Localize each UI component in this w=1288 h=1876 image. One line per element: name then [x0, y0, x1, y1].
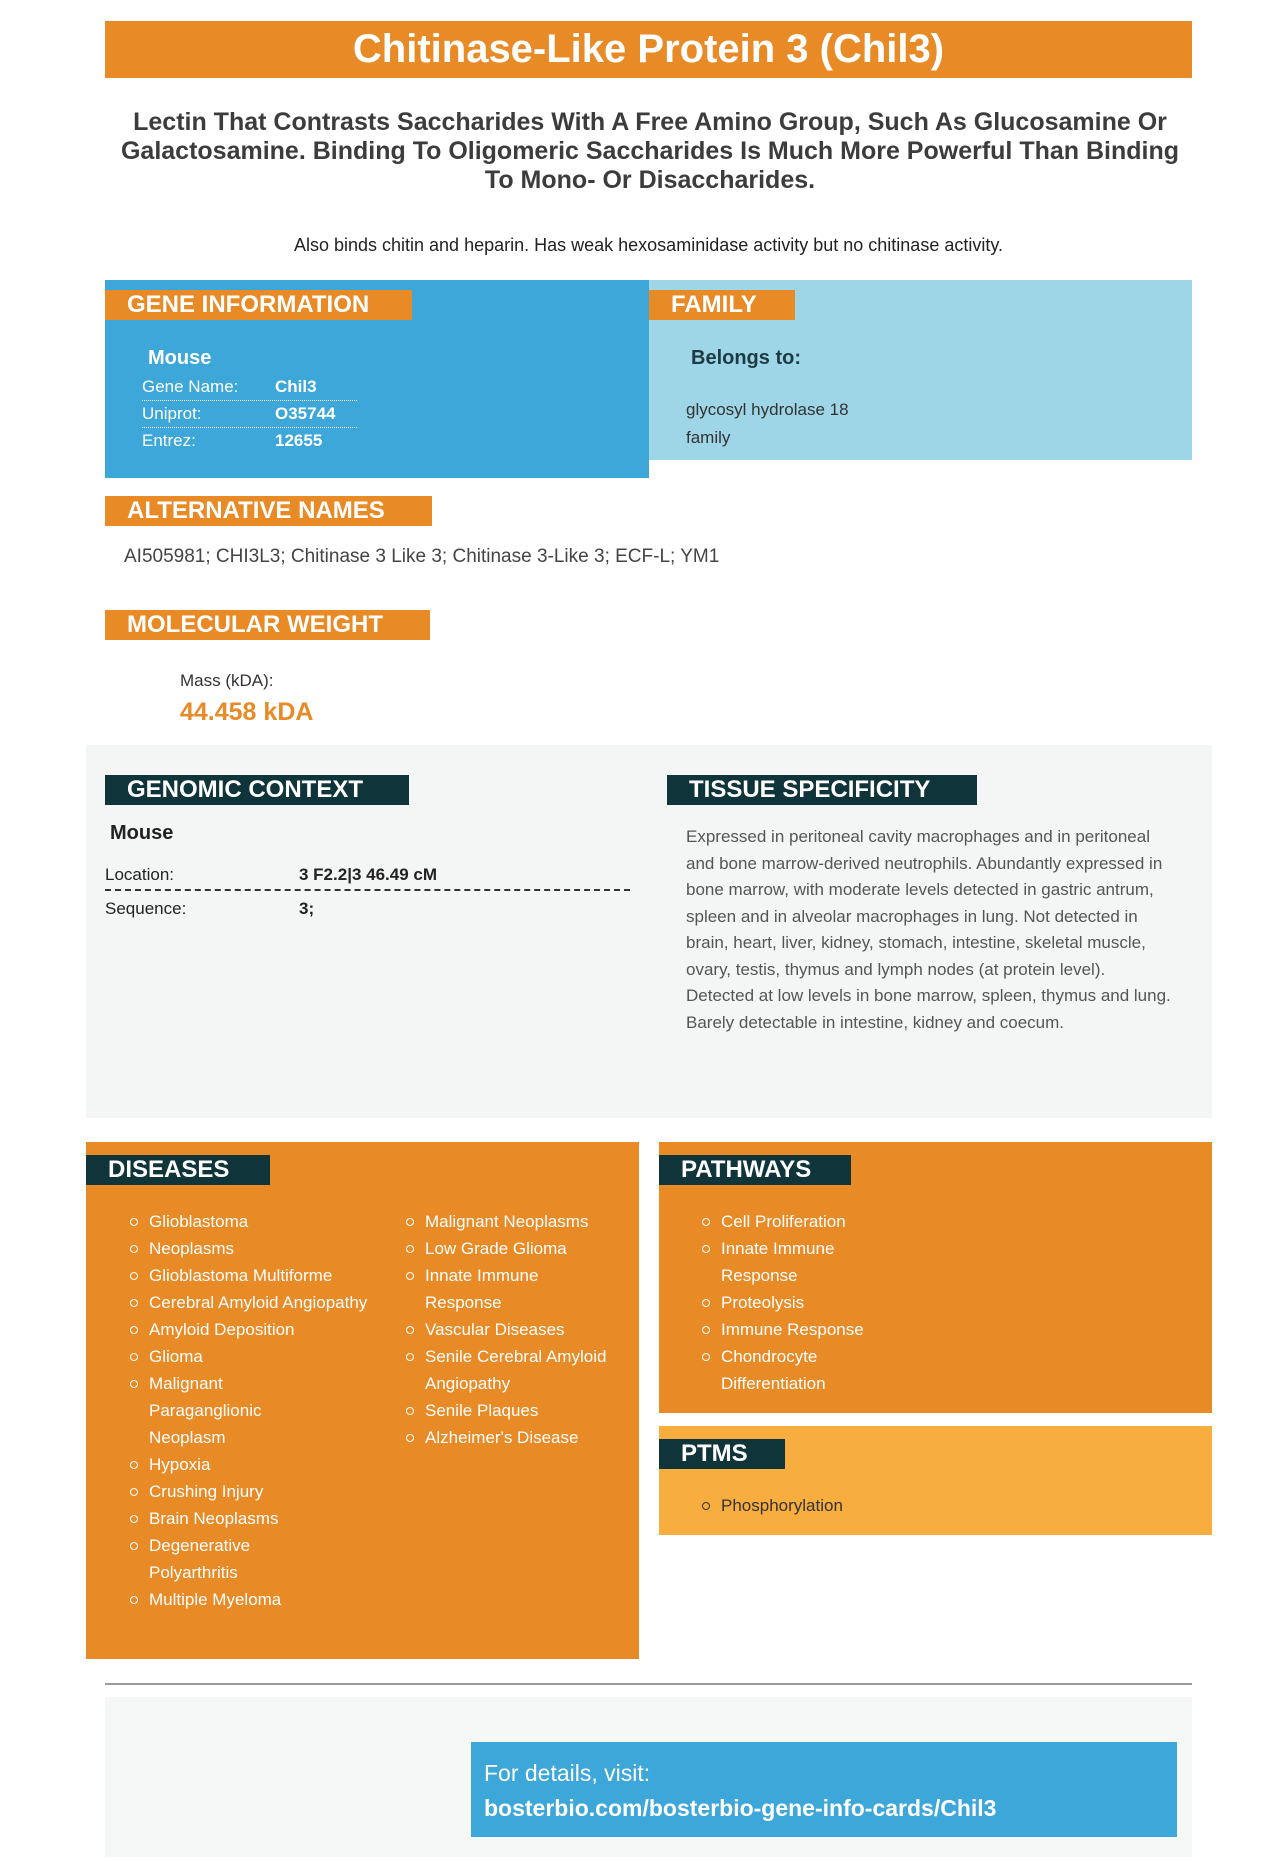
list-item: Senile Plaques: [405, 1397, 625, 1424]
molecular-weight-header: MOLECULAR WEIGHT: [105, 610, 430, 640]
list-item: Proteolysis: [701, 1289, 921, 1316]
sequence-label: Sequence:: [105, 899, 187, 918]
list-item: Brain Neoplasms: [129, 1505, 374, 1532]
list-item: Cell Proliferation: [701, 1208, 921, 1235]
list-item: Phosphorylation: [701, 1492, 1001, 1519]
alternative-names-value: AI505981; CHI3L3; Chitinase 3 Like 3; Chitinase 3-Like 3; ECF-L; YM1: [124, 546, 720, 567]
list-item: Amyloid Deposition: [129, 1316, 374, 1343]
entrez-row: [142, 428, 357, 455]
list-item: Hypoxia: [129, 1451, 374, 1478]
list-item: Glioblastoma: [129, 1208, 374, 1235]
mass-label: Mass (kDA):: [180, 671, 274, 690]
gene-information-header: GENE INFORMATION: [105, 290, 412, 320]
gene-name-row: [142, 374, 357, 401]
list-item: Malignant Neoplasms: [405, 1208, 625, 1235]
page-title: Chitinase-Like Protein 3 (Chil3): [105, 21, 1192, 78]
location-label: Location:: [105, 865, 174, 884]
ptms-header: PTMS: [659, 1439, 785, 1469]
ptms-list: [701, 1492, 1001, 1519]
tissue-specificity-header: TISSUE SPECIFICITY: [667, 775, 977, 805]
tissue-specificity-text: Expressed in peritoneal cavity macrophages and in peritoneal and bone marrow-derived neutrophils. Abundantly expressed in bone marrow, with moderate levels detected in gastric antrum, spleen and in alveolar macrophages in lung. Not detected in brain, heart, liver, kidney, stomach, intestine, skeletal muscle, ovary, testis, thymus and lymph nodes (at protein level). Detected at low levels in bone marrow, spleen, thymus and lung. Barely detectable in intestine, kidney and coecum.: [686, 827, 1171, 1032]
list-item: Glioma: [129, 1343, 374, 1370]
list-item: Vascular Diseases: [405, 1316, 625, 1343]
list-item: Crushing Injury: [129, 1478, 374, 1505]
sequence-value: 3;: [299, 899, 315, 918]
genomic-organism: Mouse: [110, 822, 174, 844]
protein-description: Also binds chitin and heparin. Has weak hexosaminidase activity but no chitinase activity.: [293, 235, 1004, 255]
list-item: Alzheimer's Disease: [405, 1424, 625, 1451]
entrez-value: 12655: [275, 431, 323, 450]
gene-name-label: Gene Name:: [142, 377, 239, 396]
pathways-list: [701, 1208, 921, 1397]
list-item: Innate Immune Response: [405, 1262, 555, 1316]
pathways-header: PATHWAYS: [659, 1155, 851, 1185]
details-visit-label: For details, visit:: [484, 1760, 651, 1786]
list-item: Degenerative Polyarthritis: [129, 1532, 279, 1586]
gene-organism: Mouse: [148, 347, 212, 369]
alternative-names-header: ALTERNATIVE NAMES: [105, 496, 432, 526]
location-value: 3 F2.2|3 46.49 cM: [299, 865, 438, 884]
list-item: Immune Response: [701, 1316, 921, 1343]
location-row: [105, 861, 630, 891]
gene-name-value: Chil3: [275, 377, 317, 396]
list-item: Low Grade Glioma: [405, 1235, 625, 1262]
list-item: Innate Immune Response: [701, 1235, 851, 1289]
list-item: Cerebral Amyloid Angiopathy: [129, 1289, 374, 1316]
entrez-label: Entrez:: [142, 431, 196, 450]
mass-value: 44.458 kDA: [180, 698, 314, 726]
belongs-to-label: Belongs to:: [691, 347, 801, 369]
diseases-list-column-1: [129, 1208, 374, 1613]
protein-function-summary: Lectin That Contrasts Saccharides With A Free Amino Group, Such As Glucosamine Or Galactosamine. Binding To Oligomeric Saccharides Is Much More Powerful Than Binding To Mono- Or Disaccharides.: [120, 108, 1180, 194]
family-value: glycosyl hydrolase 18 family: [686, 400, 849, 447]
list-item: Malignant Paraganglionic Neoplasm: [129, 1370, 269, 1451]
genomic-context-header: GENOMIC CONTEXT: [105, 775, 409, 805]
footer-divider: [105, 1683, 1192, 1685]
list-item: Senile Cerebral Amyloid Angiopathy: [405, 1343, 625, 1397]
list-item: Glioblastoma Multiforme: [129, 1262, 374, 1289]
sequence-row: [105, 895, 630, 925]
uniprot-row: [142, 401, 357, 428]
diseases-header: DISEASES: [86, 1155, 270, 1185]
details-url-link[interactable]: bosterbio.com/bosterbio-gene-info-cards/Chil3: [484, 1795, 997, 1821]
details-link-box[interactable]: [471, 1742, 1177, 1837]
list-item: Chondrocyte Differentiation: [701, 1343, 851, 1397]
list-item: Neoplasms: [129, 1235, 374, 1262]
list-item: Multiple Myeloma: [129, 1586, 374, 1613]
diseases-list-column-2: [405, 1208, 625, 1451]
uniprot-value: O35744: [275, 404, 336, 423]
family-header: FAMILY: [649, 290, 795, 320]
uniprot-label: Uniprot:: [142, 404, 202, 423]
